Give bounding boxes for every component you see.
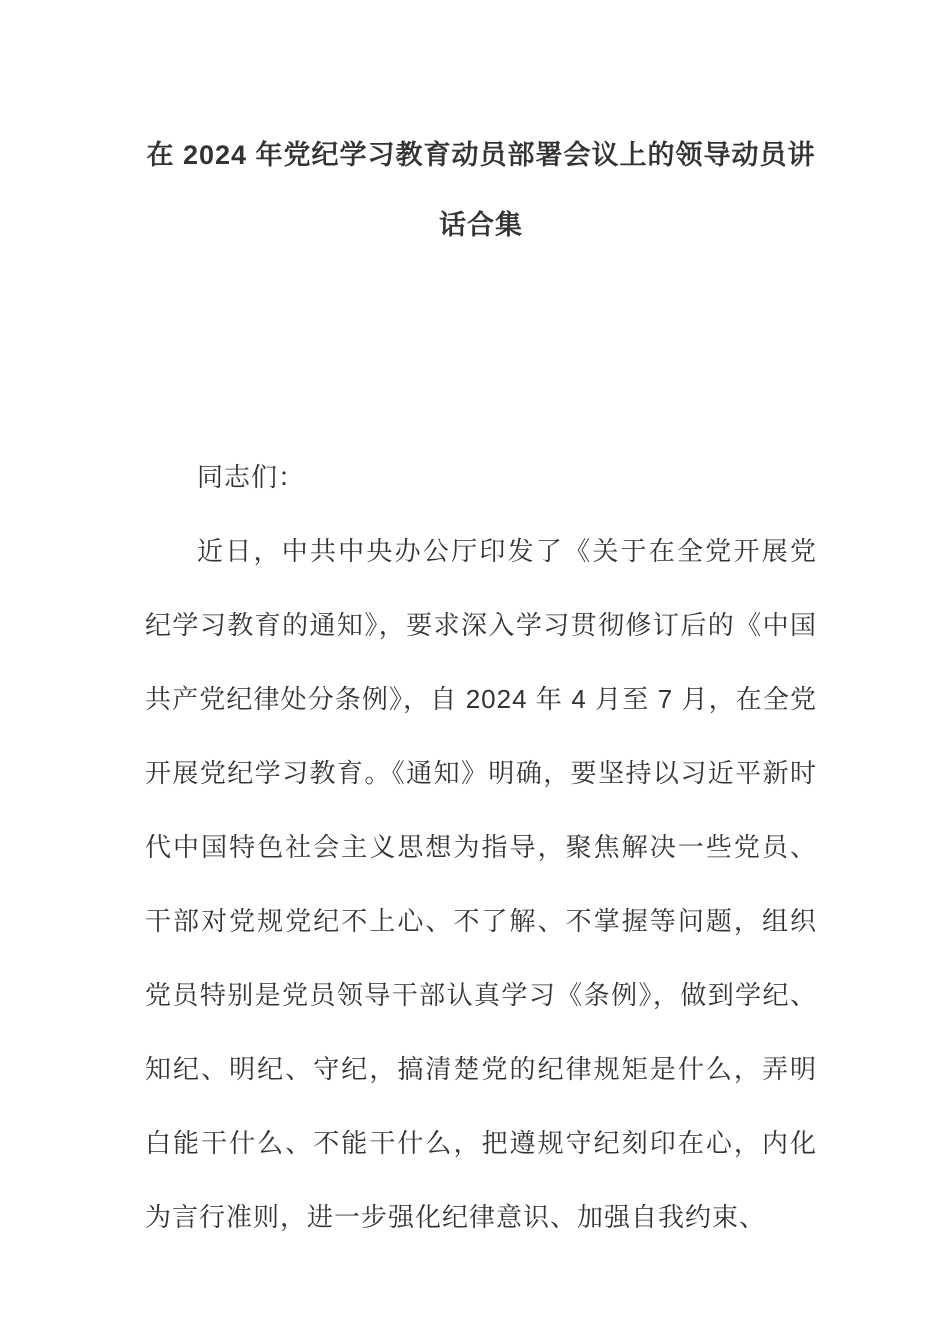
document-title-line-1: 在 2024 年党纪学习教育动员部署会议上的领导动员讲 xyxy=(146,140,816,170)
greeting-paragraph: 同志们： xyxy=(197,462,306,492)
document-title xyxy=(145,120,817,260)
document-title-line-2: 话合集 xyxy=(439,210,523,240)
body-paragraph: 近日，中共中央办公厅印发了《关于在全党开展党纪学习教育的通知》，要求深入学习贯彻修订后的《中国共产党纪律处分条例》，自 2024 年 4 月至 7 月，在全党开展党纪学习教育。《通知》明确，要坚持以习近平新时代中国特色社会主义思想为指导，聚焦解决一些党员、干部对党规党纪不上心、不了解、不掌握等问题，组织党员特别是党员领导干部认真学习《条例》，做到学纪、知纪、明纪、守纪，搞清楚党的纪律规矩是什么，弄明白能干什么、不能干什么，把遵规守纪刻印在心，内化为言行准则，进一步强化纪律意识、加强自我约束、 xyxy=(145,536,817,1232)
document-body xyxy=(145,440,817,1254)
